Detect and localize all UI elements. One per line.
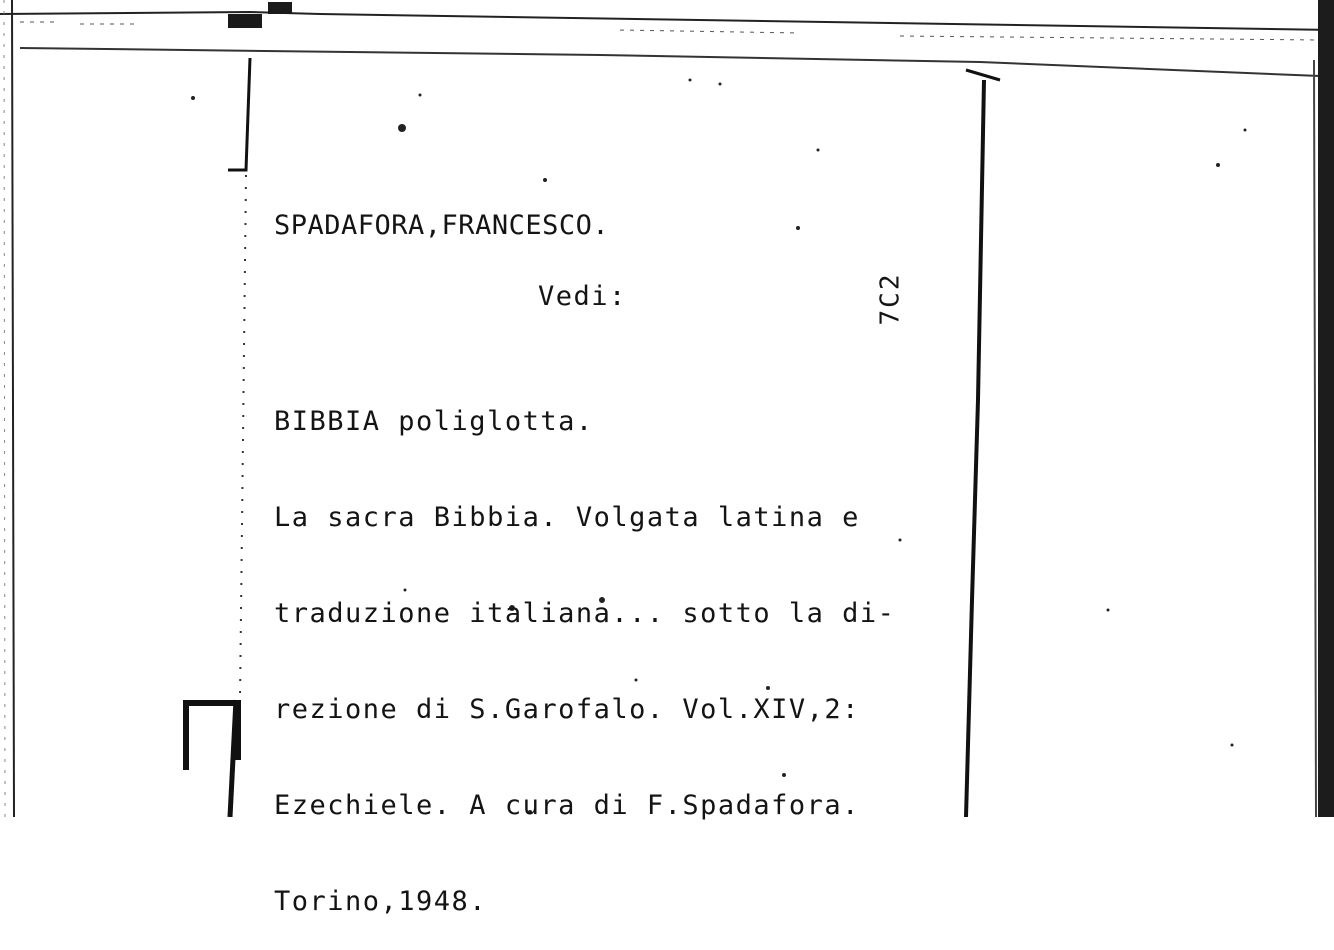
see-reference-label: Vedi:: [538, 281, 627, 312]
reference-line: La sacra Bibbia. Volgata latina e: [274, 502, 860, 533]
reference-line: traduzione italiana... sotto la di-: [274, 598, 896, 629]
shelf-number-stamp: [868, 268, 912, 330]
reference-line: BIBBIA poliglotta.: [274, 406, 594, 437]
reference-body: [274, 342, 895, 950]
main-entry-heading: SPADAFORA,FRANCESCO.: [274, 210, 610, 241]
shelf-number-text: 7C2: [875, 272, 905, 326]
reference-line: rezione di S.Garofalo. Vol.XIV,2:: [274, 694, 860, 725]
reference-line: Torino,1948.: [274, 886, 488, 917]
reference-line: Ezechiele. A cura di F.Spadafora.: [274, 790, 860, 821]
